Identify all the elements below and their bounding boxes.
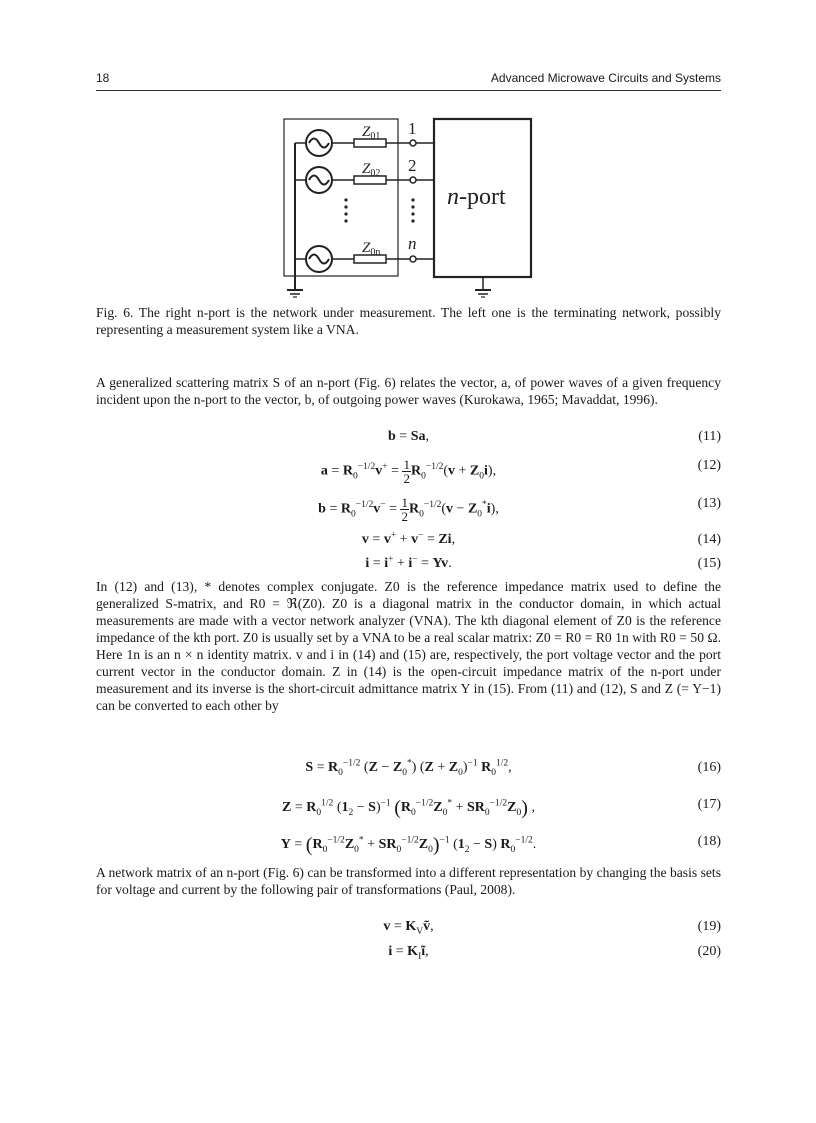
paragraph-1: A generalized scattering matrix S of an n-port (Fig. 6) relates the vector, a, of power waves of a given frequency incident upon the n-port to the vector, b, of outgoing power waves (Kurokawa, 1965; Mavaddat, 1996). [96,375,721,407]
port-1-label: 1 [408,119,417,138]
svg-text:Z01 [362,124,380,142]
nport-italic-n: n [447,184,459,210]
nport-title: -port [459,184,506,210]
vertical-ellipsis-icon [344,198,414,222]
running-title: Advanced Microwave Circuits and Systems [490,71,721,85]
equation-16: $S = R_0^{-1/2}$ $(Z - Z_0^*)$ $(Z + Z_0)^{-1}$ $R_0^{1/2}$, (16) [305,758,721,778]
z02-subscript: 02 [370,168,381,179]
equation-number: (17) [697,797,721,812]
port-terminal-icon [410,140,416,146]
equation-13: $b = R_0^{-1/2}v^-$ = $\frac{1}{2}$ $R_0^{-1/2}(v - Z_0^*i)$, (13) [318,495,721,524]
equation-number: (20) [697,944,721,959]
header-rule [96,90,721,91]
equation-number: (16) [697,760,721,775]
z0n-subscript: 0n [370,247,381,258]
z02-label: Z [362,161,371,177]
equation-number: (18) [697,834,721,849]
svg-text:Z0n [362,240,380,258]
equation-number: (12) [697,458,721,473]
page-number: 18 [96,71,110,85]
z01-subscript: 01 [370,131,381,142]
svg-text:Z02 [362,161,380,179]
svg-text:n-port [447,184,506,210]
z01-label: Z [362,124,371,140]
equation-20: $i = K_Iĩ$, (20) [388,944,721,962]
equation-19: $v = K_Vṽ$, (19) [383,919,721,937]
equation-number: (14) [697,532,721,547]
figure-circuit-diagram [270,112,542,302]
equation-15: i = i+ + i− = Yv. (15) [365,554,721,571]
equation-number: (13) [697,496,721,511]
equation-number: (19) [697,919,721,934]
equation-11: b = Sa, (11) [388,429,721,444]
equation-18: $Y = (R_0^{-1/2}Z_0^* + SR_0^{-1/2}Z_0)^{-1}$ $(1_2 - S)$ $R_0^{-1/2}$. (18) [280,834,721,856]
port-n-label: n [408,234,417,253]
ground-symbol-left [287,290,303,297]
equation-12: $a = R_0^{-1/2}v^+$ = $\frac{1}{2}$ $R_0^{-1/2}(v + Z_0i)$, (12) [320,457,721,486]
equation-14: v = v+ + v− = Zi, (14) [361,530,721,547]
port-terminal-icon [410,177,416,183]
paragraph-2: In (12) and (13), * denotes complex conjugate. Z0 is the reference impedance matrix used to define the generalized S-matrix, and R0 = ℜ(Z0). Z0 is a diagonal matrix in the conductor domain, in which actual measurements are made with a vector network analyzer (VNA). The kth diagonal element of Z0 is the reference impedance of the kth port. Z0 is usually set by a VNA to be a real scalar matrix: Z0 = R0 = R0 1n with R0 = 50 Ω. Here 1n is an n × n identity matrix. v and i in (14) and (15) are, respectively, the port voltage vector and the port current vector in the conductor domain. Z in (14) is the open-circuit impedance matrix of the n-port under measurement and its inverse is the short-circuit admittance matrix Y in (15). From (11) and (12), S and Z (= Y−1) can be converted to each other by [96,579,721,713]
equation-number: (15) [697,556,721,571]
port-terminal-icon [410,256,416,262]
ground-symbol-right [475,290,491,297]
port-2-label: 2 [408,156,417,175]
figure-caption: Fig. 6. The right n-port is the network under measurement. The left one is the terminating network, possibly representing a measurement system like a VNA. [96,305,721,337]
equation-17: $Z = R_0^{1/2}$ $(1_2 - S)^{-1}$ $(R_0^{-1/2}Z_0^* + SR_0^{-1/2}Z_0)$ , (17) [282,797,721,819]
equation-number: (11) [698,429,721,444]
z0n-label: Z [362,240,371,256]
paragraph-3: A network matrix of an n-port (Fig. 6) can be transformed into a different representation by changing the basis sets for voltage and current by the following pair of transformations (Paul, 2008). [96,865,721,897]
